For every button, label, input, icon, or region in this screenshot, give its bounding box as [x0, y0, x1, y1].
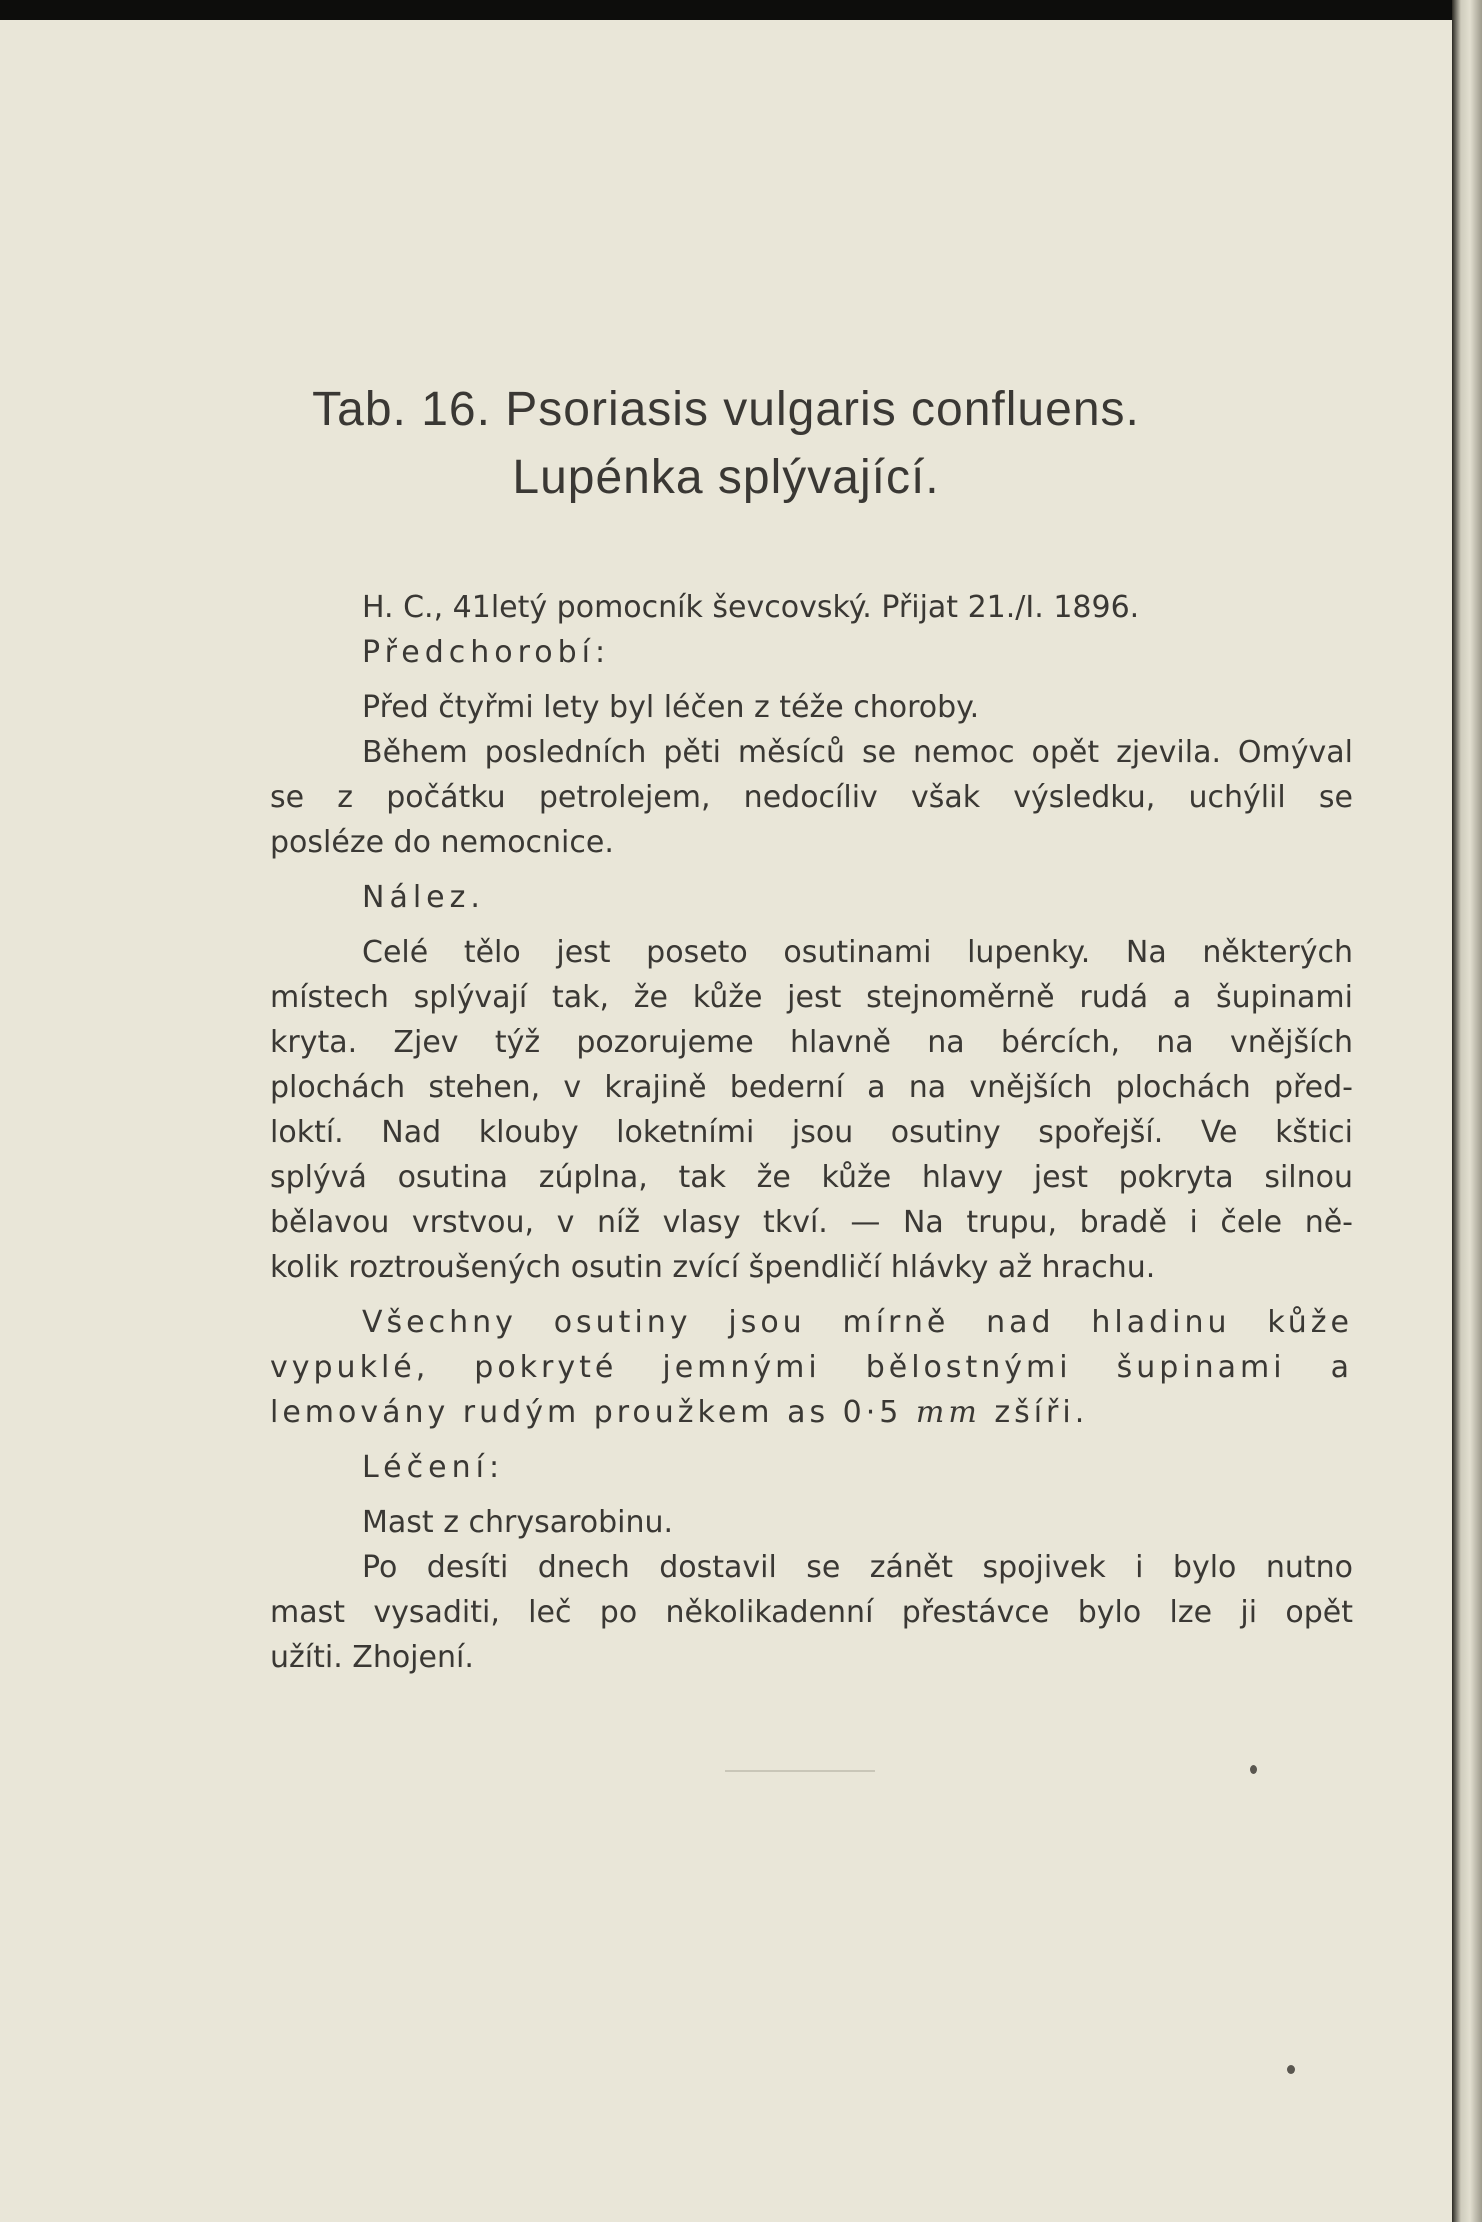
book-page [0, 20, 1452, 2222]
title-line-1: Tab. 16. Psoriasis vulgaris confluens. [312, 383, 1140, 436]
nalez-line: kolik roztroušených osutin zvící špendličí hlávky až hrachu. [270, 1250, 1156, 1285]
nalez-line: loktí. Nad klouby loketními jsou osutiny spořejší. Ve kštici [270, 1115, 1353, 1150]
paper-speck [1250, 1765, 1257, 1774]
leceni-line: užíti. Zhojení. [270, 1640, 474, 1675]
nalez-heading: Nález. [362, 880, 485, 915]
leceni-heading: Léčení: [362, 1450, 505, 1485]
predchorobi-line: posléze do nemocnice. [270, 825, 614, 860]
paper-speck [1287, 2065, 1295, 2074]
spaced-line: vypuklé, pokryté jemnými bělostnými šupinami a [270, 1350, 1353, 1385]
nalez-line: kryta. Zjev týž pozorujeme hlavně na bércích, na vnějších [270, 1025, 1353, 1060]
spaced-line-end: zšíři. [994, 1395, 1089, 1430]
page-edge [1452, 0, 1482, 2222]
title-line-2: Lupénka splývající. [512, 451, 940, 504]
nalez-line: Celé tělo jest poseto osutinami lupenky. Na některých [362, 935, 1353, 970]
leceni-line: Po desíti dnech dostavil se zánět spojivek i bylo nutno [362, 1550, 1353, 1585]
patient-intro: H. C., 41letý pomocník ševcovský. Přijat 21./I. 1896. [362, 590, 1140, 625]
spaced-line: Všechny osutiny jsou mírně nad hladinu kůže [362, 1305, 1353, 1340]
leceni-line: mast vysaditi, leč po několikadenní přestávce bylo lze ji opět [270, 1595, 1353, 1630]
predchorobi-heading: Předchorobí: [362, 635, 611, 670]
nalez-line: bělavou vrstvou, v níž vlasy tkví. — Na trupu, bradě i čele ně- [270, 1205, 1353, 1240]
spaced-line-last [270, 1390, 1353, 1435]
spaced-line-text: lemovány rudým proužkem as 0·5 [270, 1395, 903, 1430]
predchorobi-line: Během posledních pěti měsíců se nemoc opět zjevila. Omýval [362, 735, 1353, 770]
nalez-line: plochách stehen, v krajině bederní a na vnějších plochách před- [270, 1070, 1353, 1105]
unit-mm: mm [915, 1395, 981, 1430]
nalez-line: místech splývají tak, že kůže jest stejnoměrně rudá a šupinami [270, 980, 1353, 1015]
leceni-line: Mast z chrysarobinu. [362, 1505, 674, 1540]
predchorobi-line: se z počátku petrolejem, nedocíliv však výsledku, uchýlil se [270, 780, 1353, 815]
nalez-line: splývá osutina zúplna, tak že kůže hlavy jest pokryta silnou [270, 1160, 1353, 1195]
predchorobi-line: Před čtyřmi lety byl léčen z téže choroby. [362, 690, 980, 725]
closing-rule [725, 1770, 875, 1772]
